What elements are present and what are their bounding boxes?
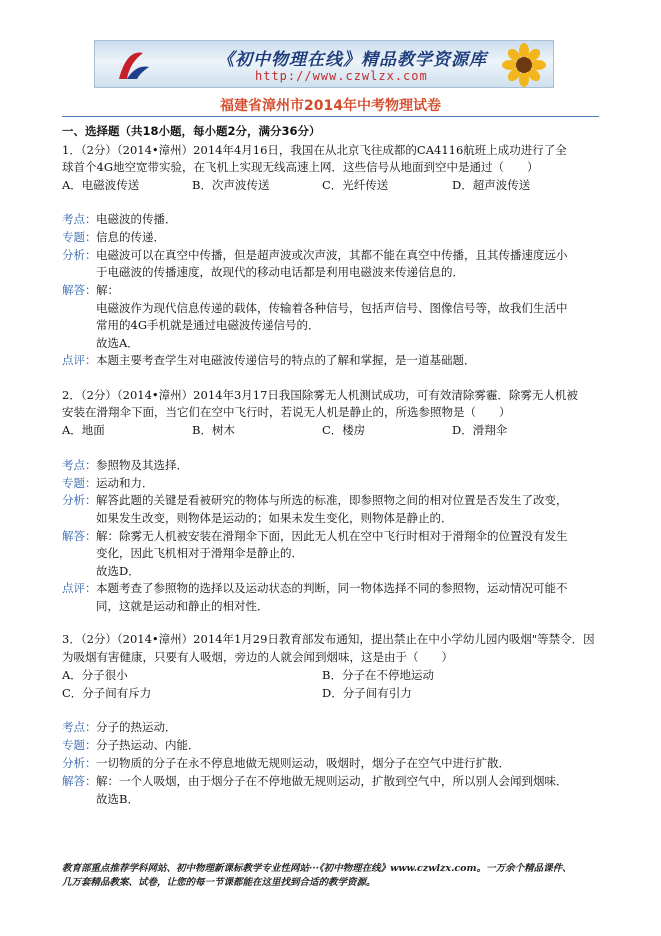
footer-line2: 几万套精品教案、试卷，让您的每一节课都能在这里找到合适的教学资源。 [62, 877, 376, 888]
q1-fenxi-label: 分析： [62, 248, 97, 262]
q2-zhuanti: 运动和力． [96, 476, 154, 490]
q2-stem-line1: 2．（2分）（2014•漳州）2014年3月17日我国除雾无人机测试成功，可有效清除雾霾．除雾无人机被 [62, 388, 578, 402]
q1-stem-line1: 1．（2分）（2014•漳州）2014年4月16日，我国在从北京飞往成都的CA4116航班上成功进行了全 [62, 143, 567, 157]
q1-option-a: A．电磁波传送 [62, 178, 140, 192]
page-footer [62, 862, 599, 890]
q3-kaodian: 分子的热运动． [96, 720, 177, 734]
q2-option-c: C．楼房 [322, 423, 366, 437]
q3-zhuanti-label: 专题： [62, 738, 97, 752]
q2-kaodian: 参照物及其选择． [96, 458, 188, 472]
q2-jieda-line3: 故选D． [96, 564, 140, 578]
q2-dianping-line1: 本题考查了参照物的选择以及运动状态的判断，同一物体选择不同的参照物，运动情况可能不 [96, 581, 568, 595]
q2-option-b: B．树木 [192, 423, 235, 437]
q1-kaodian: 电磁波的传播． [96, 212, 177, 226]
q2-option-a: A．地面 [62, 423, 105, 437]
q3-option-d: D．分子间有引力 [322, 686, 412, 700]
q3-fenxi-line1: 一切物质的分子在永不停息地做无规则运动，吸烟时，烟分子在空气中进行扩散． [96, 756, 510, 770]
q3-kaodian-label: 考点： [62, 720, 97, 734]
q1-fenxi-line1: 电磁波可以在真空中传播，但是超声波或次声波，其都不能在真空中传播，且其传播速度远小 [96, 248, 568, 262]
banner-title: 《初中物理在线》精品教学资源库 [217, 50, 487, 70]
q2-fenxi-label: 分析： [62, 493, 97, 507]
q1-option-c: C．光纤传送 [322, 178, 389, 192]
q2-fenxi-line1: 解答此题的关键是看被研究的物体与所选的标准，即参照物之间的相对位置是否发生了改变， [96, 493, 568, 507]
q3-stem-line2: 为吸烟有害健康，只要有人吸烟，旁边的人就会闻到烟味，这是由于（ ） [62, 650, 453, 664]
q2-jieda-line2: 变化，因此飞机相对于滑翔伞是静止的． [96, 546, 303, 560]
q3-stem-line1: 3．（2分）（2014•漳州）2014年1月29日教育部发布通知，提出禁止在中小学幼儿园内吸烟"等禁令．因 [62, 632, 595, 646]
document-title: 福建省漳州市2014年中考物理试卷 [220, 98, 441, 114]
q2-jieda-label: 解答： [62, 529, 97, 543]
q3-option-a: A．分子很小 [62, 668, 128, 682]
q1-option-d: D．超声波传送 [452, 178, 531, 192]
q3-fenxi-label: 分析： [62, 756, 97, 770]
title-divider [62, 116, 599, 117]
q2-jieda-line1: 解：除雾无人机被安装在滑翔伞下面，因此无人机在空中飞行时相对于滑翔伞的位置没有发生 [96, 529, 568, 543]
q1-jieda-line3: 故选A． [96, 336, 139, 350]
q1-stem-line2: 球首个4G地空宽带实验，在飞机上实现无线高速上网．这些信号从地面到空中是通过（ ） [62, 160, 539, 174]
sunflower-icon [501, 43, 547, 87]
q2-fenxi-line2: 如果发生改变，则物体是运动的；如果未发生变化，则物体是静止的． [96, 511, 453, 525]
q3-jieda-label: 解答： [62, 774, 97, 788]
section-heading: 一、选择题（共18小题，每小题2分，满分36分） [62, 124, 321, 138]
logo-icon [113, 45, 153, 85]
q1-jieda-line1: 电磁波作为现代信息传递的载体，传输着各种信号，包括声信号、图像信号等，故我们生活中 [96, 301, 568, 315]
q1-jieda-label: 解答： [62, 283, 97, 297]
q2-option-d: D．滑翔伞 [452, 423, 508, 437]
q1-jieda-line2: 常用的4G手机就是通过电磁波传递信号的． [96, 318, 320, 332]
q1-dianping: 本题主要考查学生对电磁波传递信号的特点的了解和掌握，是一道基础题． [96, 353, 476, 367]
q3-zhuanti: 分子热运动、内能． [96, 738, 200, 752]
q3-option-c: C．分子间有斥力 [62, 686, 152, 700]
q3-jieda-line2: 故选B． [96, 792, 139, 806]
footer-line1: 教育部重点推荐学科网站、初中物理新课标教学专业性网站···《初中物理在线》www.czwlzx.com。一万余个精品课件、 [62, 863, 572, 874]
q1-zhuanti: 信息的传递． [96, 230, 165, 244]
q1-jieda-line0: 解： [96, 283, 119, 297]
q1-dianping-label: 点评： [62, 353, 97, 367]
banner-url[interactable]: http://www.czwlzx.com [255, 69, 428, 83]
q3-option-b: B．分子在不停地运动 [322, 668, 434, 682]
q1-fenxi-line2: 于电磁波的传播速度，故现代的移动电话都是利用电磁波来传递信息的． [96, 265, 464, 279]
q2-zhuanti-label: 专题： [62, 476, 97, 490]
header-banner [94, 40, 554, 88]
q1-zhuanti-label: 专题： [62, 230, 97, 244]
q1-kaodian-label: 考点： [62, 212, 97, 226]
q2-dianping-label: 点评： [62, 581, 97, 595]
q2-dianping-line2: 同，这就是运动和静止的相对性． [96, 599, 269, 613]
q2-stem-line2: 安装在滑翔伞下面，当它们在空中飞行时，若说无人机是静止的，所选参照物是（ ） [62, 405, 511, 419]
q1-option-b: B．次声波传送 [192, 178, 270, 192]
q3-jieda-line1: 解：一个人吸烟，由于烟分子在不停地做无规则运动，扩散到空气中，所以别人会闻到烟味． [96, 774, 568, 788]
q2-kaodian-label: 考点： [62, 458, 97, 472]
